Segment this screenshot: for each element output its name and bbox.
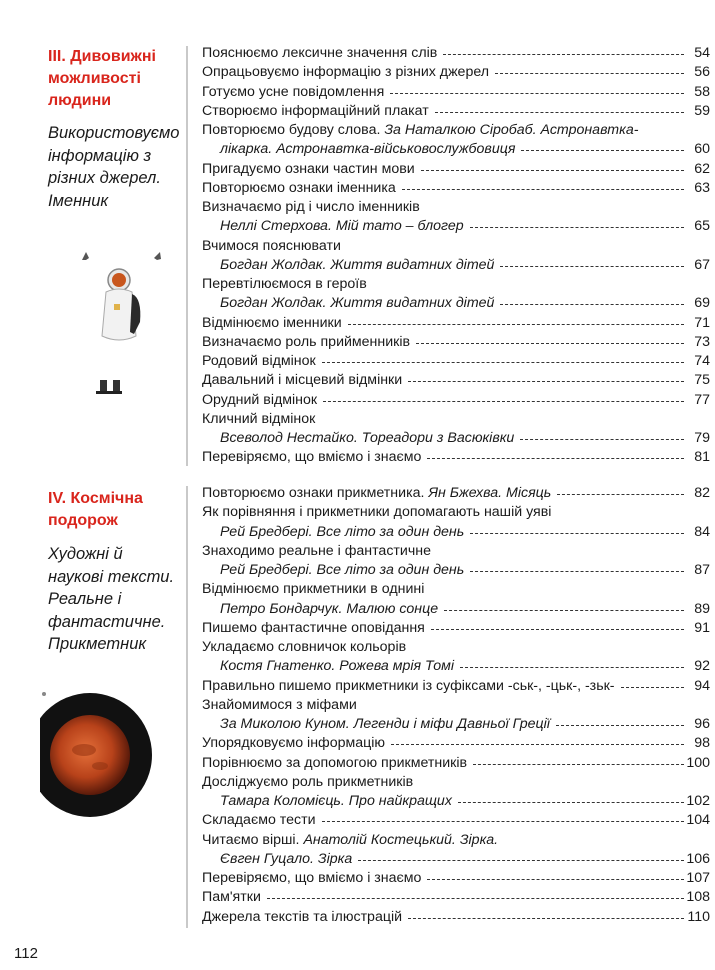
toc-author-work: Рей Бредбері. Все літо за один день xyxy=(220,523,465,540)
toc-title xyxy=(202,620,425,636)
toc-title xyxy=(202,889,261,905)
toc-page-number[interactable]: 79 xyxy=(694,430,710,446)
dot-leader xyxy=(408,918,684,919)
toc-title xyxy=(220,851,352,867)
toc-list-4 xyxy=(202,485,710,928)
toc-title-text: Відмінюємо іменники xyxy=(202,314,342,331)
toc-author-work: Євген Гуцало. Зірка xyxy=(220,850,353,867)
toc-line xyxy=(202,276,710,295)
toc-title-text: Перевіряємо, що вміємо і знаємо xyxy=(202,870,422,886)
toc-title-text: Створюємо інформаційний плакат xyxy=(202,102,429,119)
section-subtitle-4: Художні й наукові тексти. Реальне і фантастичне. Прикметник xyxy=(48,545,175,653)
toc-page-number[interactable]: 54 xyxy=(694,45,710,61)
toc-page-number[interactable]: 75 xyxy=(694,372,710,389)
dot-leader xyxy=(521,150,684,151)
toc-page-number[interactable]: 98 xyxy=(694,735,710,752)
dot-leader xyxy=(520,439,684,440)
toc-title-text: Визначаємо рід і число іменників xyxy=(202,199,420,215)
toc-line xyxy=(202,84,710,103)
toc-page-number[interactable]: 91 xyxy=(694,619,710,636)
dot-leader xyxy=(421,170,684,171)
dot-leader xyxy=(470,227,684,228)
toc-entry[interactable] xyxy=(202,870,710,889)
toc-line xyxy=(202,581,710,600)
toc-page-number[interactable]: 65 xyxy=(694,218,710,235)
toc-line xyxy=(220,562,710,581)
toc-line xyxy=(202,238,710,257)
toc-line xyxy=(202,812,710,831)
toc-title-text: Знайомимося з міфами xyxy=(202,696,357,713)
toc-page-number[interactable]: 102 xyxy=(686,793,710,809)
toc-page-number[interactable]: 84 xyxy=(694,523,710,540)
toc-line xyxy=(202,199,710,218)
toc-entry[interactable] xyxy=(202,122,710,161)
toc-line xyxy=(220,601,710,620)
toc-title-text: Перевтілюємося в героїв xyxy=(202,276,367,292)
toc-entry[interactable] xyxy=(202,774,710,813)
toc-title xyxy=(202,411,315,427)
toc-page-number[interactable]: 106 xyxy=(686,850,710,867)
toc-line xyxy=(202,45,710,64)
dot-leader xyxy=(435,112,684,113)
toc-title-text: Опрацьовуємо інформацію з різних джерел xyxy=(202,64,490,81)
section-heading-3: III. Дивовижні можливості людини xyxy=(48,48,156,109)
toc-author-work: За Миколою Куном. Легенди і міфи Давньої Греції xyxy=(220,716,550,732)
toc-author-work: Богдан Жолдак. Життя видатних дітей xyxy=(220,295,495,312)
toc-line xyxy=(202,103,710,122)
toc-author-work: Неллі Стерхова. Мій тато – блогер xyxy=(220,218,464,235)
toc-entry[interactable] xyxy=(202,238,710,277)
toc-title xyxy=(202,161,415,177)
dot-leader xyxy=(458,802,684,803)
toc-title xyxy=(220,716,550,732)
toc-line xyxy=(202,392,710,411)
toc-entry[interactable] xyxy=(202,909,710,928)
toc-title-text: Вчимося пояснювати xyxy=(202,237,341,254)
toc-page-number[interactable]: 59 xyxy=(694,102,710,119)
toc-author-work: Богдан Жолдак. Життя видатних дітей xyxy=(220,256,495,273)
toc-line xyxy=(202,372,710,391)
section-subtitle-3: Використовуємо інформацію з різних джерел. Іменник xyxy=(48,124,180,210)
toc-title xyxy=(202,334,410,350)
toc-title xyxy=(202,199,420,215)
toc-title xyxy=(202,832,498,848)
toc-entry[interactable] xyxy=(202,485,710,504)
toc-author-work: лікарка. Астронавтка-військовослужбовиця xyxy=(220,141,516,158)
toc-title xyxy=(220,295,494,311)
dot-leader xyxy=(416,343,684,344)
toc-title xyxy=(220,658,454,674)
toc-line xyxy=(220,141,710,160)
toc-title xyxy=(202,353,316,369)
toc-line xyxy=(220,430,710,449)
toc-page-number[interactable]: 87 xyxy=(694,562,710,578)
toc-author-work: Всеволод Нестайко. Тореадори з Васюківки xyxy=(220,430,515,446)
toc-title-text: Кличний відмінок xyxy=(202,410,316,427)
toc-line xyxy=(202,411,710,430)
dot-leader xyxy=(557,494,684,495)
dot-leader xyxy=(500,304,684,305)
toc-title xyxy=(202,45,437,61)
toc-title xyxy=(202,639,406,655)
toc-entry[interactable] xyxy=(202,315,710,334)
toc-line xyxy=(202,334,710,353)
toc-title xyxy=(202,315,342,331)
toc-title-text: Досліджуємо роль прикметників xyxy=(202,773,414,790)
toc-title xyxy=(220,218,464,234)
toc-entry[interactable] xyxy=(202,697,710,736)
astronaut-illustration xyxy=(76,250,166,400)
toc-entry[interactable] xyxy=(202,639,710,678)
toc-title xyxy=(202,735,385,751)
toc-line xyxy=(220,524,710,543)
toc-line xyxy=(202,485,710,504)
toc-line xyxy=(202,774,710,793)
toc-title xyxy=(202,103,429,119)
dot-leader xyxy=(323,401,684,402)
toc-title-text: Орудний відмінок xyxy=(202,391,318,408)
toc-title-text: Правильно пишемо прикметники із суфіксами -ськ-, -цьк-, -зьк- xyxy=(202,677,615,694)
toc-page-number[interactable]: 107 xyxy=(686,870,710,886)
dot-leader xyxy=(473,764,684,765)
toc-title xyxy=(202,774,413,790)
toc-title xyxy=(220,141,515,157)
dot-leader xyxy=(358,860,684,861)
toc-line xyxy=(202,64,710,83)
toc-title-text: Готуємо усне повідомлення xyxy=(202,83,385,100)
toc-line xyxy=(202,832,710,851)
toc-line xyxy=(202,543,710,562)
toc-line xyxy=(202,180,710,199)
toc-page-number[interactable]: 60 xyxy=(694,141,710,158)
toc-title xyxy=(202,678,615,694)
dot-leader xyxy=(322,821,684,822)
toc-line xyxy=(202,122,710,141)
toc-line xyxy=(202,678,710,697)
toc-page-number[interactable]: 100 xyxy=(686,754,710,771)
dot-leader xyxy=(443,54,684,55)
toc-title xyxy=(220,562,464,578)
dot-leader xyxy=(427,458,684,459)
toc-title-text: Читаємо вірші. xyxy=(202,831,300,848)
toc-line xyxy=(202,909,710,928)
toc-entry[interactable] xyxy=(202,832,710,871)
dot-leader xyxy=(402,189,684,190)
toc-entry[interactable] xyxy=(202,161,710,180)
dot-leader xyxy=(621,687,684,688)
toc-entry[interactable] xyxy=(202,411,710,450)
toc-page-number[interactable]: 74 xyxy=(694,353,710,369)
toc-entry[interactable] xyxy=(202,504,710,543)
toc-entry[interactable] xyxy=(202,812,710,831)
toc-entry[interactable] xyxy=(202,755,710,774)
toc-line xyxy=(202,697,710,716)
toc-title xyxy=(202,909,402,925)
toc-page-number[interactable]: 56 xyxy=(694,64,710,81)
dot-leader xyxy=(460,667,684,668)
toc-title-text: Повторюємо ознаки прикметника. xyxy=(202,485,425,501)
toc-title-text: Знаходимо реальне і фантастичне xyxy=(202,542,431,559)
toc-author-work: Ян Бжехва. Місяць xyxy=(424,485,552,501)
dot-leader xyxy=(556,725,684,726)
toc-page-number[interactable]: 63 xyxy=(694,179,710,196)
toc-entry[interactable] xyxy=(202,103,710,122)
dot-leader xyxy=(390,93,684,94)
toc-title-text: Упорядковуємо інформацію xyxy=(202,735,386,752)
toc-line xyxy=(202,870,710,889)
toc-line xyxy=(220,851,710,870)
toc-line xyxy=(220,257,710,276)
toc-title xyxy=(202,485,551,501)
dot-leader xyxy=(322,362,684,363)
toc-title xyxy=(202,180,396,196)
toc-title xyxy=(202,543,431,559)
toc-line xyxy=(220,658,710,677)
toc-page-number[interactable]: 92 xyxy=(694,658,710,675)
toc-entry[interactable] xyxy=(202,353,710,372)
dot-leader xyxy=(470,533,684,534)
toc-title xyxy=(202,372,402,388)
toc-title xyxy=(202,581,424,597)
toc-entry[interactable] xyxy=(202,678,710,697)
toc-line xyxy=(202,735,710,754)
toc-author-work: Анатолій Костецький. Зірка. xyxy=(299,831,499,848)
dot-leader xyxy=(444,610,684,611)
toc-entry[interactable] xyxy=(202,543,710,582)
toc-title-text: Пригадуємо ознаки частин мови xyxy=(202,160,415,177)
mars-planet-illustration xyxy=(40,690,170,820)
toc-entry[interactable] xyxy=(202,180,710,199)
toc-entry[interactable] xyxy=(202,372,710,391)
toc-title-text: Перевіряємо, що вміємо і знаємо xyxy=(202,449,422,466)
dot-leader xyxy=(500,266,684,267)
toc-line xyxy=(202,315,710,334)
toc-title xyxy=(220,793,452,809)
dot-leader xyxy=(470,571,684,572)
toc-title xyxy=(202,84,384,100)
toc-author-work: За Наталкою Сіробаб. Астронавтка- xyxy=(380,122,639,138)
toc-title-text: Порівнюємо за допомогою прикметників xyxy=(202,754,468,771)
toc-entry[interactable] xyxy=(202,334,710,353)
toc-entry[interactable] xyxy=(202,276,710,315)
toc-line xyxy=(202,620,710,639)
toc-entry[interactable] xyxy=(202,392,710,411)
toc-author-work: Костя Гнатенко. Рожева мрія Томі xyxy=(220,658,455,675)
dot-leader xyxy=(408,381,684,382)
dot-leader xyxy=(431,629,684,630)
dot-leader xyxy=(348,324,684,325)
toc-entry[interactable] xyxy=(202,889,710,908)
toc-title-text: Складаємо тести xyxy=(202,812,316,829)
toc-page-number[interactable]: 73 xyxy=(694,333,710,350)
toc-page-number[interactable]: 96 xyxy=(694,716,710,732)
toc-line xyxy=(202,353,710,372)
toc-title-text: Відмінюємо прикметники в однині xyxy=(202,581,425,598)
dot-leader xyxy=(427,879,684,880)
toc-author-work: Петро Бондарчук. Малюю сонце xyxy=(220,600,439,617)
section-divider-3 xyxy=(186,46,188,466)
toc-title-text: Пояснюємо лексичне значення слів xyxy=(202,45,438,61)
toc-page-number[interactable]: 89 xyxy=(694,600,710,617)
toc-title-text: Укладаємо словничок кольорів xyxy=(202,639,407,655)
toc-title-text: Визначаємо роль прийменників xyxy=(202,333,411,350)
toc-line xyxy=(202,889,710,908)
toc-page-number[interactable]: 94 xyxy=(694,677,710,694)
toc-page-number[interactable]: 62 xyxy=(694,160,710,177)
toc-title xyxy=(202,697,357,713)
toc-title xyxy=(202,755,467,771)
dot-leader xyxy=(495,73,684,74)
toc-line xyxy=(202,639,710,658)
toc-title xyxy=(202,276,367,292)
toc-title-text: Родовий відмінок xyxy=(202,353,316,369)
section-divider-4 xyxy=(186,486,188,928)
toc-title xyxy=(202,812,316,828)
toc-page-number[interactable]: 108 xyxy=(686,889,710,906)
toc-entry[interactable] xyxy=(202,199,710,238)
toc-page-number[interactable]: 58 xyxy=(694,83,710,100)
toc-page-number[interactable]: 81 xyxy=(694,449,710,466)
toc-title xyxy=(202,449,421,465)
toc-title-text: Пишемо фантастичне оповідання xyxy=(202,619,425,636)
toc-title xyxy=(202,64,489,80)
toc-title xyxy=(220,257,494,273)
toc-page-number[interactable]: 110 xyxy=(687,908,710,925)
toc-entry[interactable] xyxy=(202,620,710,639)
dot-leader xyxy=(267,898,684,899)
toc-entry[interactable] xyxy=(202,45,710,64)
toc-title xyxy=(202,392,317,408)
toc-line xyxy=(220,793,710,812)
toc-line xyxy=(202,755,710,774)
toc-line xyxy=(220,295,710,314)
toc-line xyxy=(220,218,710,237)
toc-entry[interactable] xyxy=(202,64,710,83)
toc-entry[interactable] xyxy=(202,581,710,620)
toc-title xyxy=(202,504,551,520)
toc-author-work: Рей Бредбері. Все літо за один день xyxy=(220,562,465,578)
page-number: 112 xyxy=(14,945,38,962)
toc-page-number[interactable]: 69 xyxy=(694,295,710,312)
toc-page-number[interactable]: 67 xyxy=(694,256,710,273)
toc-page-number[interactable]: 82 xyxy=(694,485,710,501)
toc-line xyxy=(202,161,710,180)
toc-title xyxy=(202,238,341,254)
toc-title xyxy=(202,870,421,886)
toc-title xyxy=(202,122,638,138)
toc-title-text: Пам'ятки xyxy=(202,889,261,906)
toc-entry[interactable] xyxy=(202,735,710,754)
toc-title xyxy=(220,524,464,540)
toc-line xyxy=(220,716,710,735)
toc-title-text: Давальний і місцевий відмінки xyxy=(202,372,403,389)
toc-page-number[interactable]: 71 xyxy=(694,314,710,331)
toc-author-work: Тамара Коломієць. Про найкращих xyxy=(220,793,452,809)
toc-line xyxy=(202,449,710,468)
toc-entry[interactable] xyxy=(202,449,710,468)
toc-entry[interactable] xyxy=(202,84,710,103)
toc-title xyxy=(220,430,514,446)
toc-title-text: Повторюємо ознаки іменника xyxy=(202,179,396,196)
toc-title-text: Джерела текстів та ілюстрацій xyxy=(202,908,403,925)
toc-title xyxy=(220,601,438,617)
dot-leader xyxy=(391,744,684,745)
toc-list-3 xyxy=(202,45,710,469)
toc-title-text: Як порівняння і прикметники допомагають нашій уяві xyxy=(202,504,552,521)
toc-line xyxy=(202,504,710,523)
toc-title-text: Повторюємо будову слова. xyxy=(202,122,381,138)
toc-page-number[interactable]: 104 xyxy=(686,812,710,829)
section-heading-4: IV. Космічна подорож xyxy=(48,490,143,529)
toc-page-number[interactable]: 77 xyxy=(694,391,710,408)
